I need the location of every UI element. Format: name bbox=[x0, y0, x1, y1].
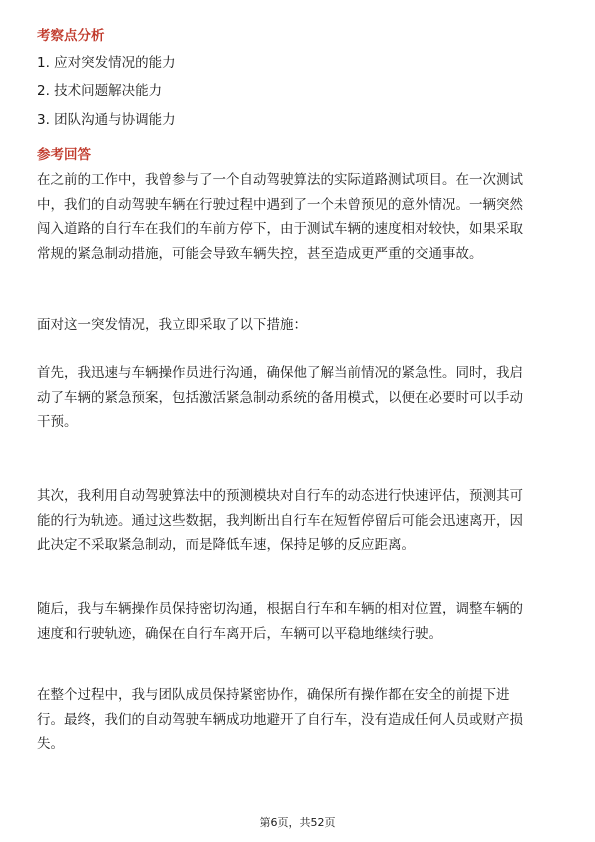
answer-heading: 参考回答 bbox=[37, 147, 91, 163]
answer-paragraph-4 bbox=[37, 484, 559, 558]
paragraph-line: 随后，我与车辆操作员保持密切沟通，根据自行车和车辆的相对位置，调整车辆的 bbox=[37, 601, 523, 617]
paragraph-line: 速度和行驶轨迹，确保在自行车离开后，车辆可以平稳地继续行驶。 bbox=[37, 625, 442, 642]
paragraph-line: 闯入道路的自行车在我们的车前方停下，由于测试车辆的速度相对较快，如果采取 bbox=[37, 221, 523, 237]
paragraph-line: 干预。 bbox=[37, 414, 78, 430]
analysis-item-3: 3. 团队沟通与协调能力 bbox=[37, 112, 176, 128]
answer-paragraph-3 bbox=[37, 361, 559, 435]
paragraph-line: 其次，我利用自动驾驶算法中的预测模块对自行车的动态进行快速评估，预测其可 bbox=[37, 488, 523, 504]
page-number: 第6页，共52页 bbox=[259, 816, 336, 829]
answer-paragraph-1 bbox=[37, 168, 559, 266]
paragraph-line: 行。最终，我们的自动驾驶车辆成功地避开了自行车，没有造成任何人员或财产损 bbox=[37, 711, 523, 728]
paragraph-line: 在整个过程中，我与团队成员保持紧密协作，确保所有操作都在安全的前提下进 bbox=[37, 687, 510, 703]
paragraph-line: 失。 bbox=[37, 736, 64, 752]
answer-paragraph-5 bbox=[37, 597, 559, 646]
paragraph-line: 中，我们的自动驾驶车辆在行驶过程中遇到了一个未曾预见的意外情况。一辆突然 bbox=[37, 196, 523, 213]
paragraph-line: 此决定不采取紧急制动，而是降低车速，保持足够的反应距离。 bbox=[37, 537, 415, 553]
paragraph-line: 首先，我迅速与车辆操作员进行沟通，确保他了解当前情况的紧急性。同时，我启 bbox=[37, 365, 523, 381]
paragraph-line: 面对这一突发情况，我立即采取了以下措施： bbox=[37, 317, 307, 333]
paragraph-line: 动了车辆的紧急预案，包括激活紧急制动系统的备用模式，以便在必要时可以手动 bbox=[37, 389, 523, 406]
paragraph-line: 能的行为轨迹。通过这些数据，我判断出自行车在短暂停留后可能会迅速离开，因 bbox=[37, 512, 523, 529]
paragraph-line: 常规的紧急制动措施，可能会导致车辆失控，甚至造成更严重的交通事故。 bbox=[37, 245, 483, 262]
answer-paragraph-6 bbox=[37, 683, 559, 757]
paragraph-line: 在之前的工作中，我曾参与了一个自动驾驶算法的实际道路测试项目。在一次测试 bbox=[37, 172, 523, 188]
analysis-item-2: 2. 技术问题解决能力 bbox=[37, 83, 163, 99]
answer-paragraph-2 bbox=[37, 313, 559, 338]
analysis-item-1: 1. 应对突发情况的能力 bbox=[37, 55, 176, 71]
analysis-heading: 考察点分析 bbox=[37, 28, 105, 44]
